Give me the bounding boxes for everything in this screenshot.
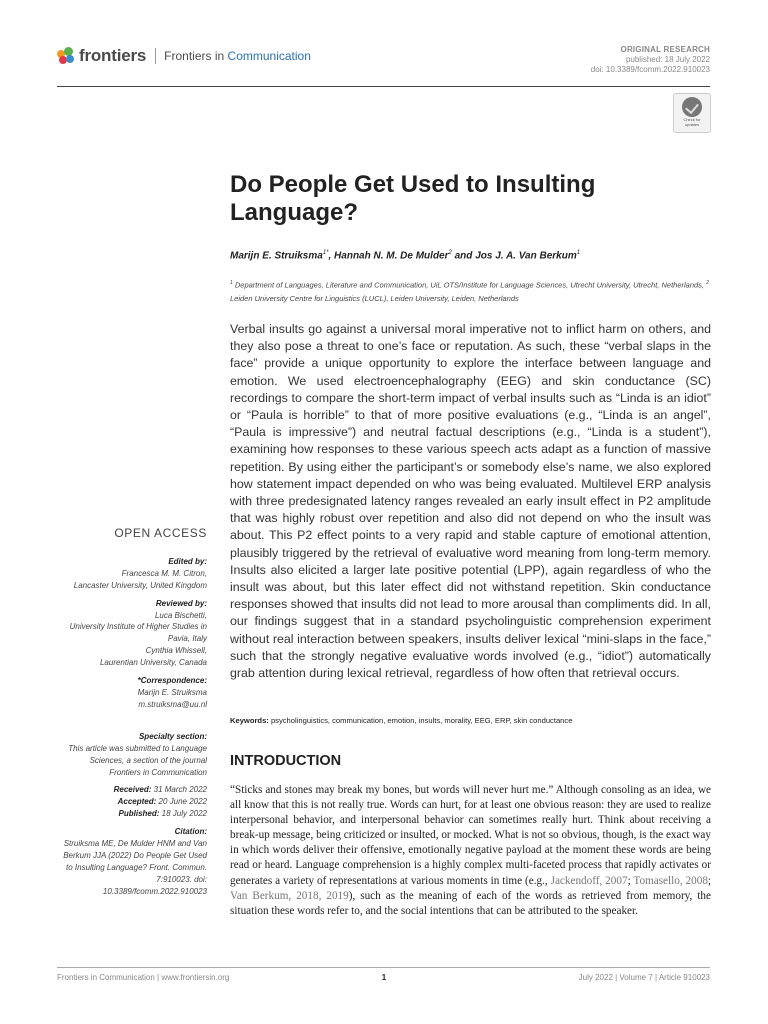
- article-meta: [591, 45, 710, 75]
- check-for-updates-badge[interactable]: Check for updates: [673, 93, 711, 133]
- footer-journal-link[interactable]: Frontiers in Communication | www.frontiersin.org: [57, 973, 230, 982]
- frontiers-logo-icon: [57, 47, 75, 65]
- correspondence: *Correspondence: Marijn E. Struiksma m.struiksma@uu.nl: [56, 675, 207, 711]
- published-date: published: 18 July 2022: [625, 55, 710, 64]
- article-doi[interactable]: doi: 10.3389/fcomm.2022.910023: [590, 65, 710, 74]
- reviewed-by: Reviewed by: Luca Bischetti, University Institute of Higher Studies in Pavia, Italy Cynthia Whissell, Laurentian University, Canada: [69, 598, 207, 668]
- journal-title: Frontiers in Communication: [164, 49, 311, 63]
- citation-link[interactable]: Van Berkum, 2018, 2019: [230, 889, 349, 902]
- intro-paragraph: “Sticks and stones may break my bones, but words will never hurt me.” Although consoling as an idea, we all know that this is not really true. Words can hurt, for at least one obvious reason: they are used to realize interpersonal behavior, and interpersonal behavior can sometimes really hurt. Think about receiving a break-up message, being criticized or insulted, or mocked. What is not so obvious, though, is the exact way in which words deliver their offensive, emotionally negative payload at the moment these words are being read or heard. Language comprehension is a highly complex multi-faceted process that rapidly activates or generates a variety of representations at various moments in time (e.g., Jackendoff, 2007; Tomasello, 2008; Van Berkum, 2018, 2019), such as the meaning of each of the words as retrieved from memory, the situation these words refer to, and the social intentions that can be attributed to the speaker.: [230, 784, 712, 917]
- correspondence-email[interactable]: m.struiksma@uu.nl: [138, 699, 207, 709]
- article-title: Do People Get Used to Insulting Language?: [230, 171, 596, 226]
- open-access-label: OPEN ACCESS: [114, 526, 207, 540]
- article-type: ORIGINAL RESEARCH: [620, 45, 710, 54]
- logo-divider: [155, 48, 156, 64]
- author-list: Marijn E. Struiksma$^{1*}$, Hannah N. M. De Mulder$^2$ and Jos J. A. Van Berkum$^1$: [230, 250, 581, 262]
- page-number: 1: [381, 973, 387, 982]
- edited-by: Edited by: Francesca M. M. Citron, Lancaster University, United Kingdom: [73, 556, 207, 590]
- author-name[interactable]: Hannah N. M. De Mulder: [334, 250, 449, 262]
- article-dates: Received: 31 March 2022 Accepted: 20 June 2022 Published: 18 July 2022: [113, 785, 207, 819]
- brand-name: frontiers: [79, 46, 147, 65]
- author-name[interactable]: Marijn E. Struiksma: [230, 250, 323, 262]
- citation: Citation: Struiksma ME, De Mulder HNM and Van Berkum JJA (2022) Do People Get Used to Insulting Language? Front. Commun. 7:910023. doi: 10.3389/fcomm.2022.910023: [63, 827, 207, 896]
- check-updates-icon: [682, 97, 702, 117]
- citation-link[interactable]: Jackendoff, 2007: [550, 874, 628, 887]
- header-divider: [57, 86, 710, 87]
- abstract: Verbal insults go against a universal moral imperative not to inflict harm on others, and they also pose a threat to one’s face or reputation. As such, these “verbal slaps in the face” provide a unique opportunity to explore the interface between language and emotion. We used electroencephalography (EEG) and skin conductance (SC) recordings to compare the short-term impact of verbal insults such as “Linda is an idiot” or “Paula is horrible” to that of more positive evaluations (e.g., “Linda is an angel”, “Paula is impressive”) and neutral factual descriptions (e.g., “Linda is a student”), examining how responses to these various speech acts adapt as a function of massive repetition. By using either the participant’s or somebody else’s name, we also explored how statement impact depended on who was being evaluated. Multilevel ERP analysis with three predesignated latency ranges revealed an early insult effect in P2 amplitude that was highly robust over repetition and also did not depend on who the insult was about. This P2 effect points to a very rapid and stable capture of emotional attention, plausibly triggered by the retrieval of evaluative word meaning from long-term memory. Insults also elicited a larger late positive potential (LPP), again regardless of who the insult was about, but this later effect did not withstand repetition. Skin conductance responses showed that insults did not lead to more arousal than compliments did. In all, our findings suggest that in a standard psycholinguistic comprehension experiment without real interaction between speakers, insults deliver lexical “mini-slaps in the face,” such that the strongly negative evaluative words involved (e.g., “idiot”) automatically grab attention during lexical retrieval, regardless of how often that retrieval occurs.: [230, 322, 711, 681]
- journal-logo[interactable]: [57, 46, 311, 66]
- citation-link[interactable]: Tomasello, 2008: [633, 874, 708, 887]
- affiliations: $^1$ Department of Languages, Literature and Communication, UiL OTS/Institute for Language Sciences, Utrecht University, Utrecht, Netherlands, $^2$ Leiden University Centre for Linguistics (LUCL), Leiden University, Leiden, Netherlands: [230, 280, 709, 303]
- section-heading: INTRODUCTION: [230, 753, 342, 769]
- article-sidebar: [56, 528, 207, 904]
- author-name[interactable]: Jos J. A. Van Berkum: [475, 250, 577, 262]
- keywords: Keywords: psycholinguistics, communication, emotion, insults, morality, EEG, ERP, skin conductance: [230, 716, 573, 725]
- specialty-section: Specialty section: This article was submitted to Language Sciences, a section of the journal Frontiers in Communication: [68, 731, 207, 777]
- footer-divider: [57, 967, 710, 968]
- footer-issue-info: July 2022 | Volume 7 | Article 910023: [578, 973, 710, 982]
